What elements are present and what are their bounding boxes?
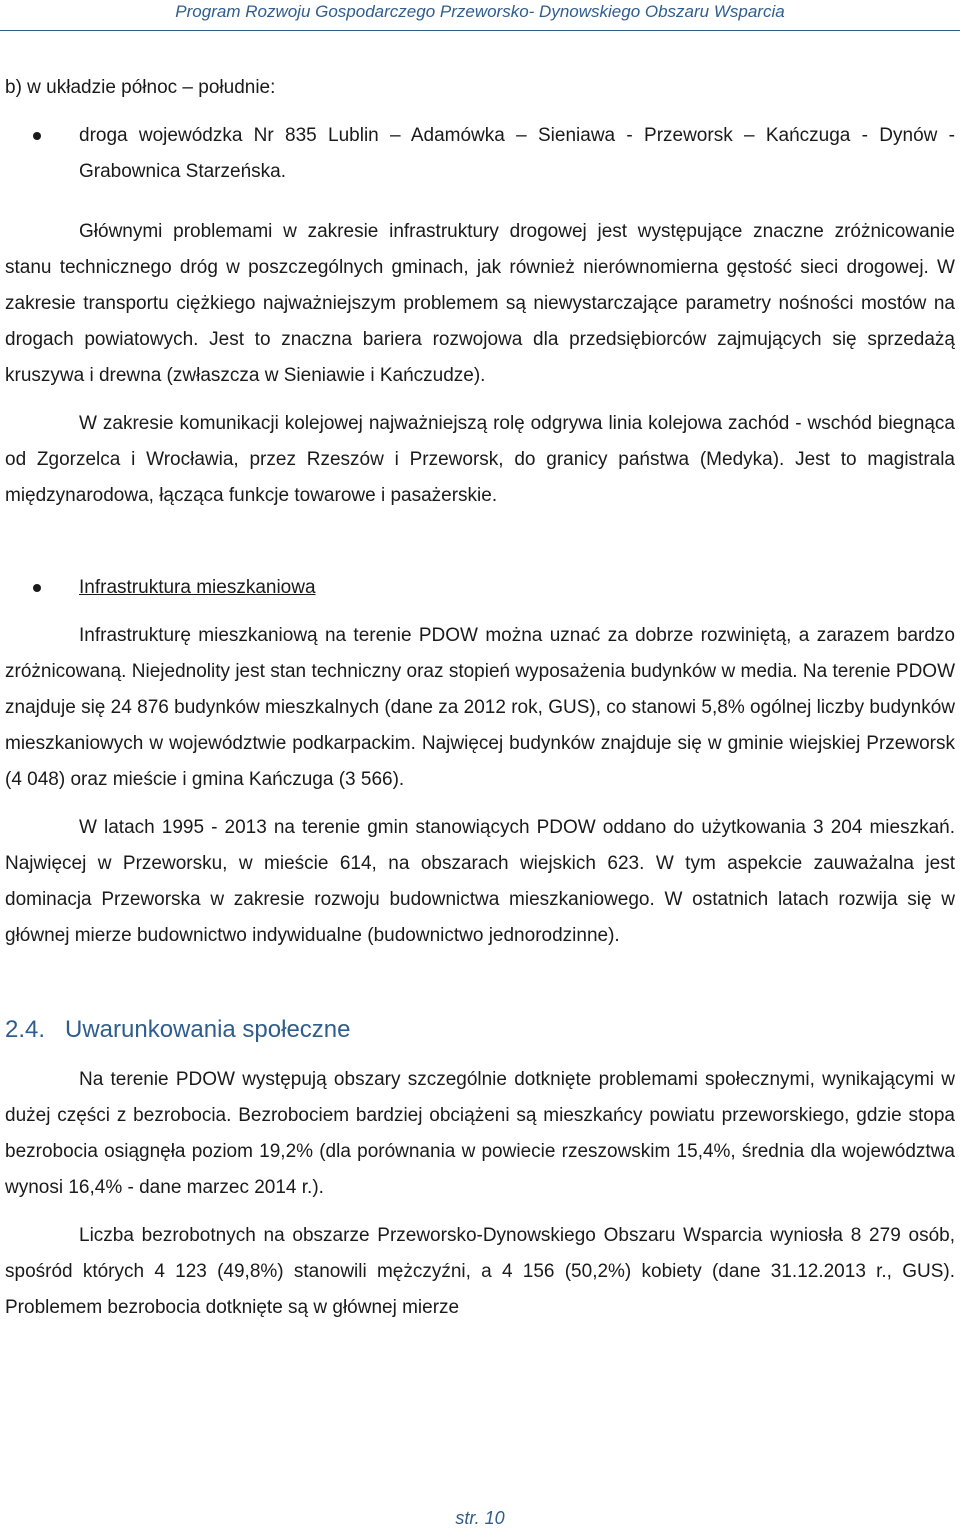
bullet-housing-heading: Infrastruktura mieszkaniowa [79, 577, 316, 598]
paragraph-housing-2: W latach 1995 - 2013 na terenie gmin stanowiących PDOW oddano do użytkowania 3 204 mieszkań. Najwięcej w Przeworsku, w mieście 614, na obszarach wiejskich 623. W tym aspekcie zauważalna jest dominacja Przeworska w zakresie rozwoju budownictwa mieszkaniowego. W ostatnich latach rozwija się w głównej mierze budownictwo indywidualne (budownictwo jednorodzinne). [5, 817, 955, 946]
paragraph-roads: Głównymi problemami w zakresie infrastruktury drogowej jest występujące znaczne zróżnicowanie stanu technicznego dróg w poszczególnych gminach, jak również nierównomierna gęstość sieci drogowej. W zakresie transportu ciężkiego najważniejszym problemem są niewystarczające parametry nośności mostów na drogach powiatowych. Jest to znaczna bariera rozwojowa dla przedsiębiorców zajmujących się sprzedażą kruszywa i drewna (zwłaszcza w Sieniawie i Kańczudze). [5, 221, 955, 386]
bullet-icon [33, 584, 41, 592]
section-title: Uwarunkowania społeczne [65, 1016, 351, 1043]
paragraph-social-2: Liczba bezrobotnych na obszarze Przeworsko-Dynowskiego Obszaru Wsparcia wyniosła 8 279 osób, spośród których 4 123 (49,8%) stanowili mężczyźni, a 4 156 (50,2%) kobiety (dane 31.12.2013 r., GUS). Problemem bezrobocia dotknięte są w głównej mierze [5, 1225, 955, 1318]
section-heading [5, 1010, 955, 1050]
list-item-road [5, 118, 955, 190]
document-body [5, 70, 955, 1326]
bullet-icon [33, 132, 41, 140]
paragraph-social-1: Na terenie PDOW występują obszary szczególnie dotknięte problemami społecznymi, wynikającymi w dużej części z bezrobocia. Bezrobociem bardziej obciążeni są mieszkańcy powiatu przeworskiego, gdzie stopa bezrobocia osiągnęła poziom 19,2% (dla porównania w powiecie rzeszowskim 15,4%, średnia dla województwa wynosi 16,4% - dane marzec 2014 r.). [5, 1069, 955, 1198]
page-header [0, 0, 960, 31]
page-number: str. 10 [455, 1508, 505, 1528]
header-title: Program Rozwoju Gospodarczego Przeworsko- Dynowskiego Obszaru Wsparcia [175, 2, 785, 21]
bullet-road-text: droga wojewódzka Nr 835 Lublin – Adamówka – Sieniawa - Przeworsk – Kańczuga - Dynów - Grabownica Starzeńska. [79, 125, 955, 182]
paragraph-rail: W zakresie komunikacji kolejowej najważniejszą rolę odgrywa linia kolejowa zachód - wschód biegnąca od Zgorzelca i Wrocławia, przez Rzeszów i Przeworsk, do granicy państwa (Medyka). Jest to magistrala międzynarodowa, łącząca funkcje towarowe i pasażerskie. [5, 413, 955, 506]
subsection-label: b) w układzie północ – południe: [5, 77, 276, 98]
section-number: 2.4. [5, 1016, 46, 1043]
paragraph-housing-1: Infrastrukturę mieszkaniową na terenie PDOW można uznać za dobrze rozwiniętą, a zarazem bardzo zróżnicowaną. Niejednolity jest stan techniczny oraz stopień wyposażenia budynków w media. Na terenie PDOW znajduje się 24 876 budynków mieszkalnych (dane za 2012 rok, GUS), co stanowi 5,8% ogólnej liczby budynków mieszkaniowych w województwie podkarpackim. Najwięcej budynków znajduje się w gminie wiejskiej Przeworsk (4 048) oraz mieście i gmina Kańczuga (3 566). [5, 625, 955, 790]
list-item-housing [5, 570, 955, 606]
